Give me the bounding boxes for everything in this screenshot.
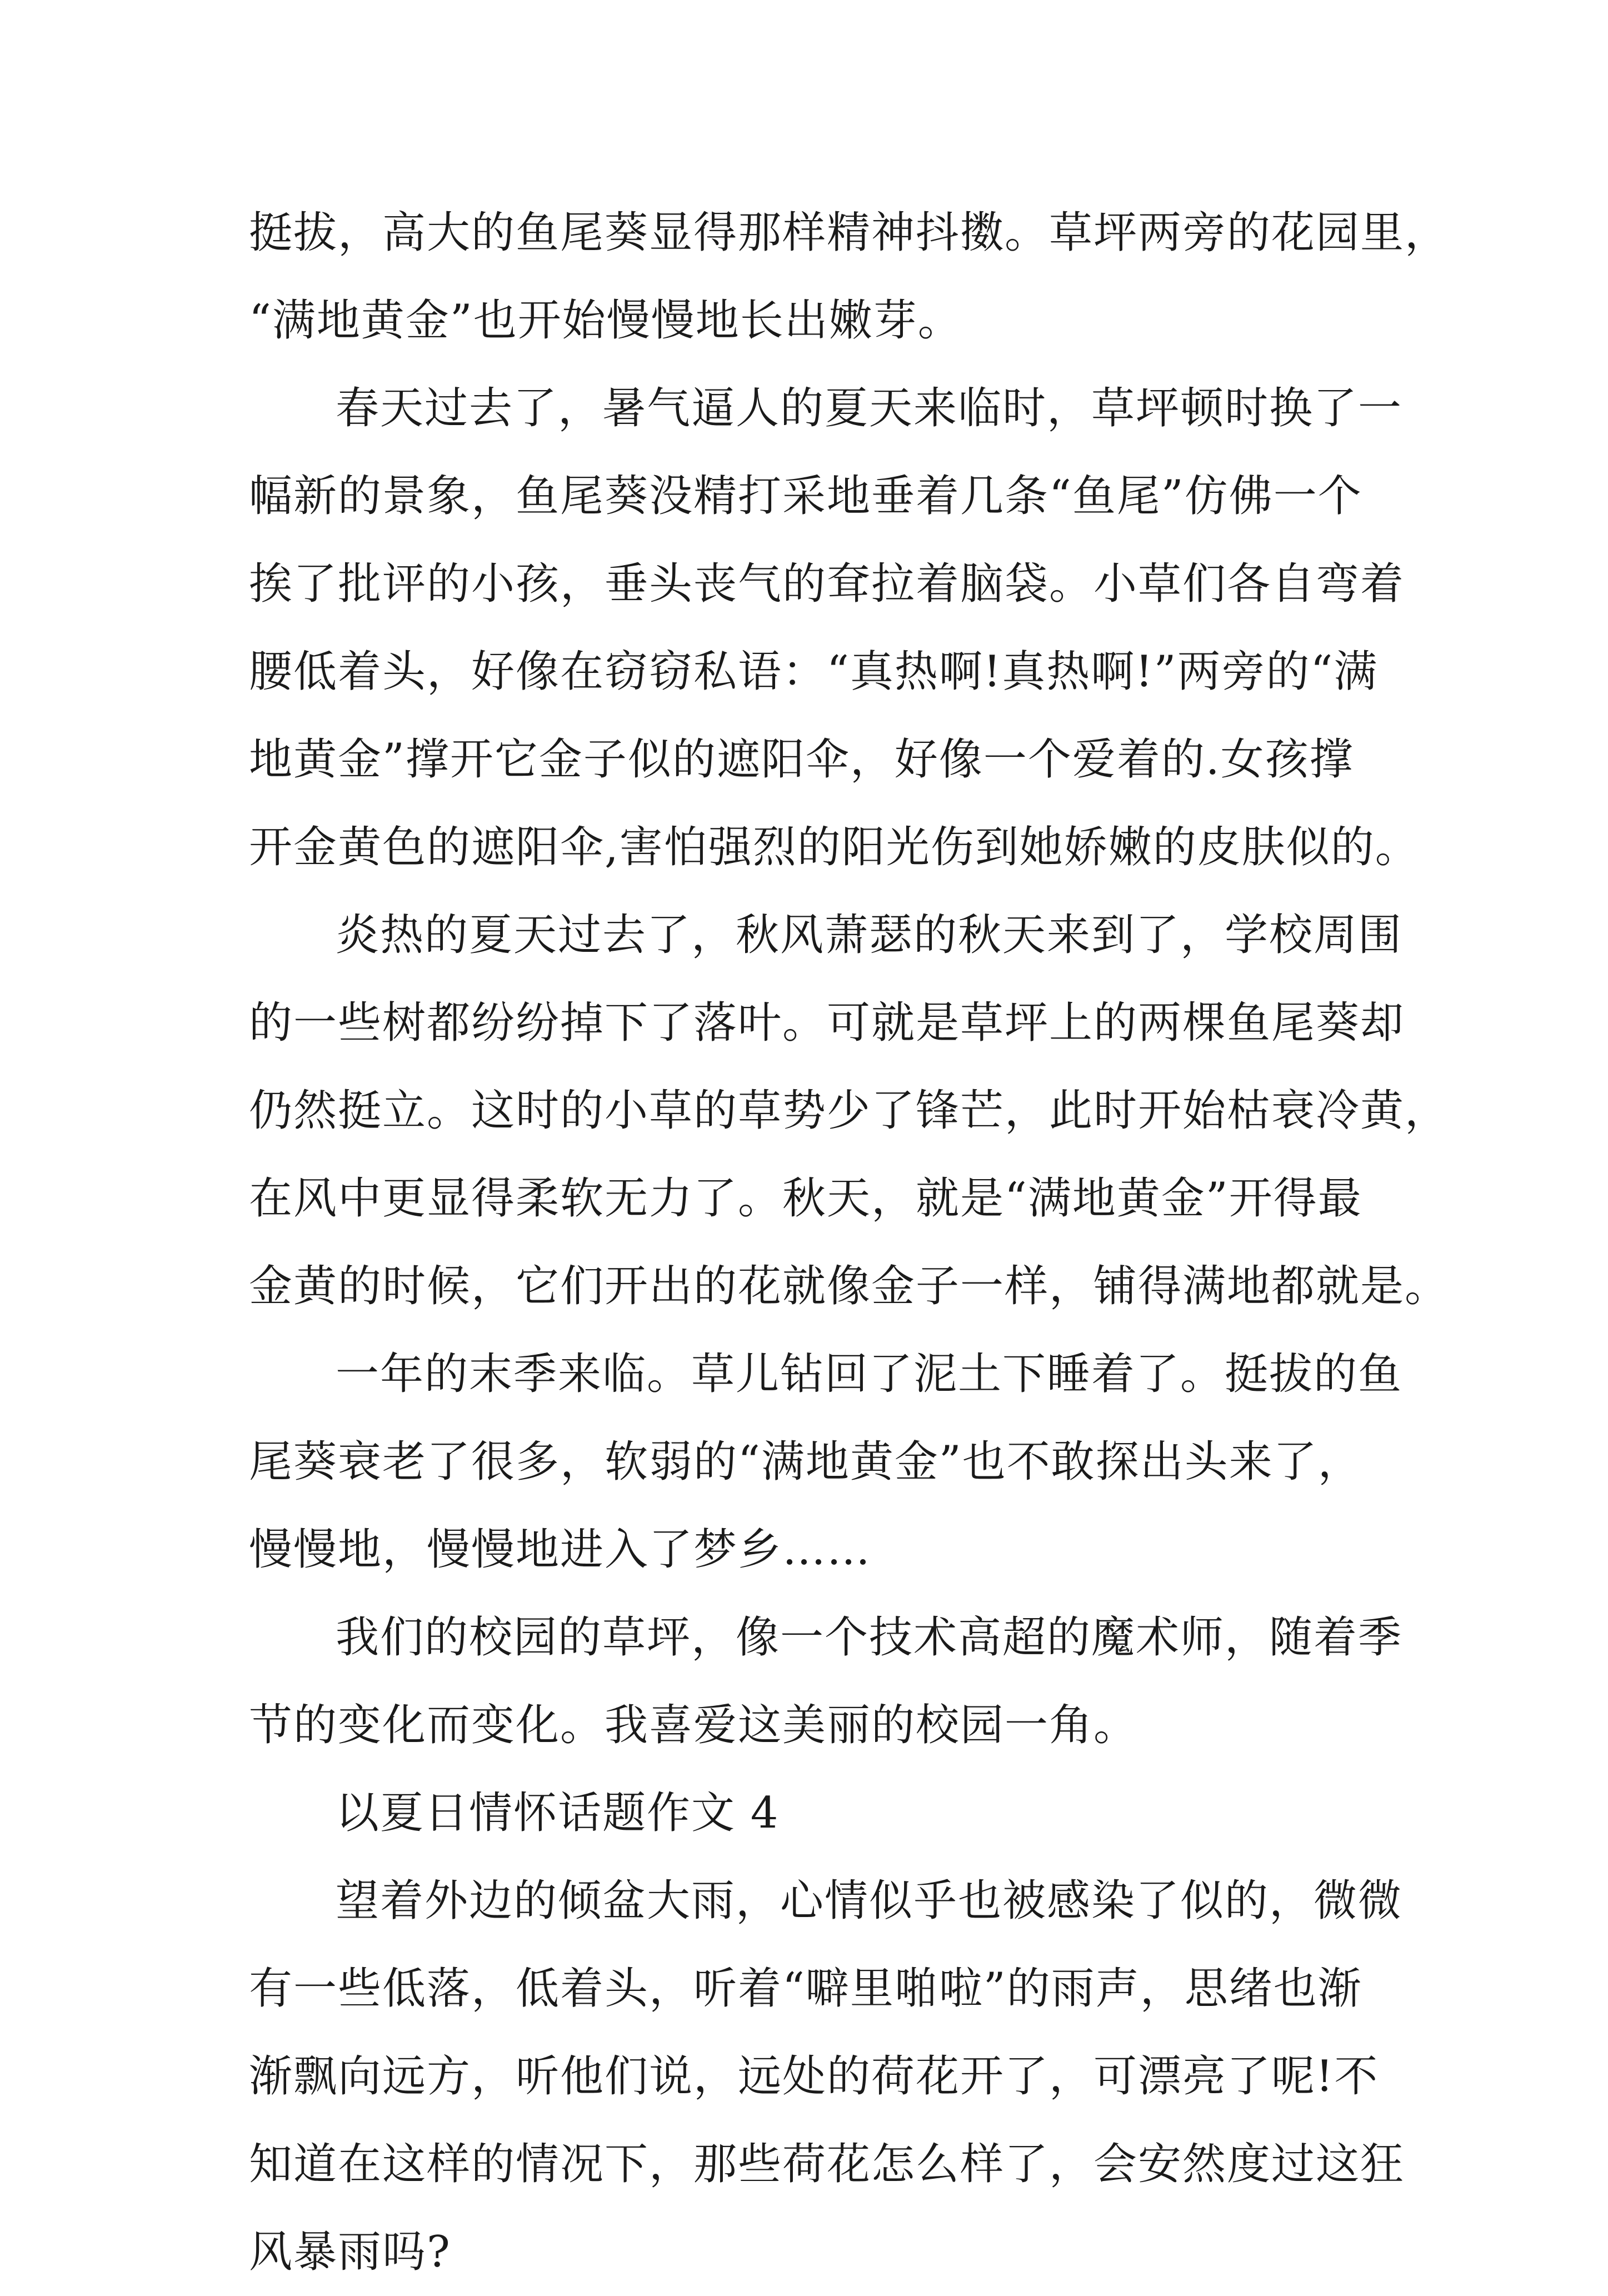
text-line: 的一些树都纷纷掉下了落叶。可就是草坪上的两棵鱼尾葵却: [249, 998, 1405, 1048]
text-line: 仍然挺立。这时的小草的草势少了锋芒，此时开始枯衰冷黄，: [249, 1086, 1450, 1136]
text-line: 在风中更显得柔软无力了。秋天，就是“满地黄金”开得最: [249, 1174, 1362, 1224]
paragraph-start-line: 一年的末季来临。草儿钻回了泥土下睡着了。挺拔的鱼: [336, 1349, 1403, 1399]
text-line: 有一些低落，低着头，听着“噼里啪啦”的雨声，思绪也渐: [249, 1964, 1362, 2014]
text-line: 腰低着头，好像在窃窃私语：“真热啊!真热啊!”两旁的“满: [249, 647, 1379, 697]
text-line: “满地黄金”也开始慢慢地长出嫩芽。: [249, 296, 962, 346]
paragraph-start-line: 望着外边的倾盆大雨，心情似乎也被感染了似的，微微: [336, 1876, 1403, 1926]
text-line: 慢慢地，慢慢地进入了梦乡……: [249, 1525, 872, 1575]
paragraph-start-line: 春天过去了，暑气逼人的夏天来临时，草坪顿时换了一: [336, 383, 1403, 433]
text-line: 渐飘向远方，听他们说，远处的荷花开了，可漂亮了呢!不: [249, 2052, 1379, 2102]
text-line: 开金黄色的遮阳伞,害怕强烈的阳光伤到她娇嫩的皮肤似的。: [249, 822, 1420, 872]
text-line: 知道在这样的情况下，那些荷花怎么样了，会安然度过这狂: [249, 2139, 1405, 2189]
text-line: 尾葵衰老了很多，软弱的“满地黄金”也不敢探出头来了，: [249, 1437, 1362, 1487]
text-line: 挨了批评的小孩，垂头丧气的耷拉着脑袋。小草们各自弯着: [249, 559, 1405, 609]
text-line: 金黄的时候，它们开出的花就像金子一样，铺得满地都就是。: [249, 1261, 1450, 1311]
paragraph-start-line: 我们的校园的草坪，像一个技术高超的魔术师，随着季: [336, 1613, 1403, 1663]
text-line: 风暴雨吗?: [249, 2227, 451, 2277]
section-heading: 以夏日情怀话题作文 4: [336, 1788, 780, 1838]
text-line: 幅新的景象，鱼尾葵没精打采地垂着几条“鱼尾”仿佛一个: [249, 471, 1362, 521]
text-line: 地黄金”撑开它金子似的遮阳伞，好像一个爱着的.女孩撑: [249, 735, 1354, 785]
text-line: 节的变化而变化。我喜爱这美丽的校园一角。: [249, 1700, 1138, 1750]
text-line: 挺拔，高大的鱼尾葵显得那样精神抖擞。草坪两旁的花园里，: [249, 208, 1450, 258]
document-page: [249, 189, 1450, 2296]
paragraph-start-line: 炎热的夏天过去了，秋风萧瑟的秋天来到了，学校周围: [336, 910, 1403, 960]
